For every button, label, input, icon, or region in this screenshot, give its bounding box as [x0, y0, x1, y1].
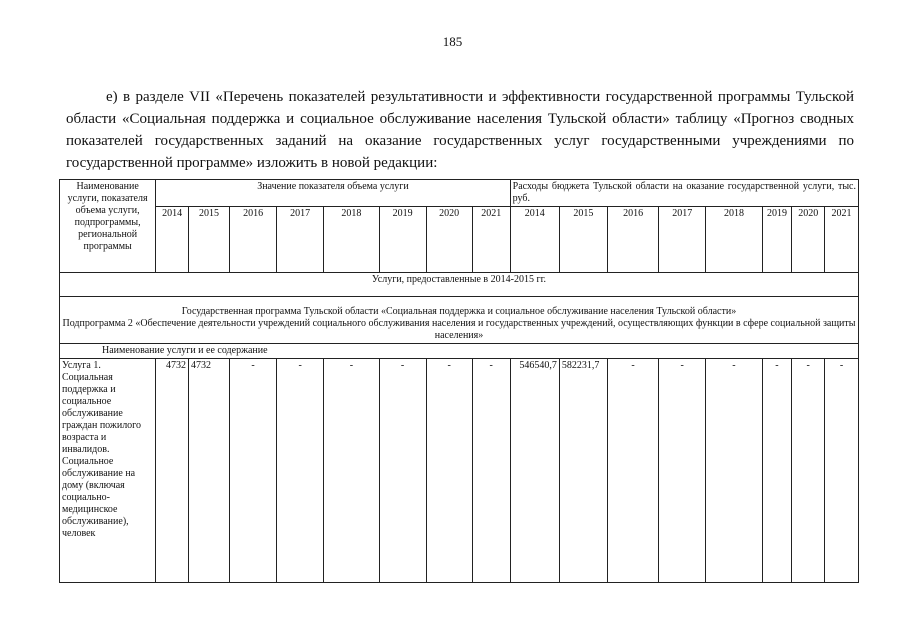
year-cell: 2018: [324, 207, 379, 273]
section-row: [60, 273, 859, 297]
value-cell: -: [230, 359, 277, 583]
value-cell: -: [277, 359, 324, 583]
group2-header: Расходы бюджета Тульской области на оказание государственной услуги, тыс. руб.: [510, 180, 858, 207]
col-name-header: Наименование услуги, показателя объема услуги, подпрограммы, региональной программы: [60, 180, 156, 273]
year-cell: 2019: [379, 207, 426, 273]
page-number: 185: [442, 34, 463, 49]
value-cell: -: [472, 359, 510, 583]
subprogram-title: Подпрограмма 2 «Обеспечение деятельности учреждений социального обслуживания населения и государственных учреждений, осуществляющих функции в сфере социальной защиты населения»: [62, 318, 856, 341]
section-title: Услуги, предоставленные в 2014-2015 гг.: [60, 273, 859, 297]
year-cell: 2020: [426, 207, 472, 273]
value-cell: -: [825, 359, 859, 583]
service-name: Услуга 1. Социальная поддержка и социальное обслуживание граждан пожилого возраста и инвалидов. Социальное обслуживание на дому (включая социально-медицинское обслуживание), человек: [60, 359, 156, 583]
value-cell: -: [792, 359, 825, 583]
program-cell: [60, 297, 859, 344]
program-row: [60, 297, 859, 344]
table-header-row: [60, 180, 859, 207]
year-cell: 2021: [825, 207, 859, 273]
year-cell: 2014: [510, 207, 559, 273]
value-cell: 582231,7: [559, 359, 607, 583]
service-header: Наименование услуги и ее содержание: [60, 344, 859, 359]
value-cell: -: [324, 359, 379, 583]
value-cell: -: [426, 359, 472, 583]
service-row: [60, 359, 859, 583]
value-cell: -: [379, 359, 426, 583]
value-cell: -: [607, 359, 658, 583]
intro-paragraph: е) в разделе VII «Перечень показателей результативности и эффективности государственной программы Тульской области «Социальная поддержка и социальное обслуживание населения Тульской области» таблицу «Прогноз сводных показателей государственных заданий на оказание государственных услуг государственными учреждениями по государственной программе» изложить в новой редакции:: [66, 89, 854, 171]
year-cell: 2020: [792, 207, 825, 273]
value-cell: -: [659, 359, 706, 583]
value-cell: 4732: [189, 359, 230, 583]
value-cell: 546540,7: [510, 359, 559, 583]
year-cell: 2015: [189, 207, 230, 273]
value-cell: -: [706, 359, 762, 583]
value-cell: 4732: [156, 359, 189, 583]
year-cell: 2019: [762, 207, 792, 273]
value-cell: -: [762, 359, 792, 583]
forecast-table: [59, 179, 859, 583]
year-cell: 2017: [659, 207, 706, 273]
year-cell: 2016: [230, 207, 277, 273]
service-header-row: [60, 344, 859, 359]
year-cell: 2017: [277, 207, 324, 273]
year-cell: 2018: [706, 207, 762, 273]
year-cell: 2015: [559, 207, 607, 273]
year-cell: 2014: [156, 207, 189, 273]
year-cell: 2021: [472, 207, 510, 273]
group1-header: Значение показателя объема услуги: [156, 180, 510, 207]
years-row: [60, 207, 859, 273]
program-title: Государственная программа Тульской области «Социальная поддержка и социальное обслуживание населения Тульской области»: [181, 306, 737, 317]
year-cell: 2016: [607, 207, 658, 273]
